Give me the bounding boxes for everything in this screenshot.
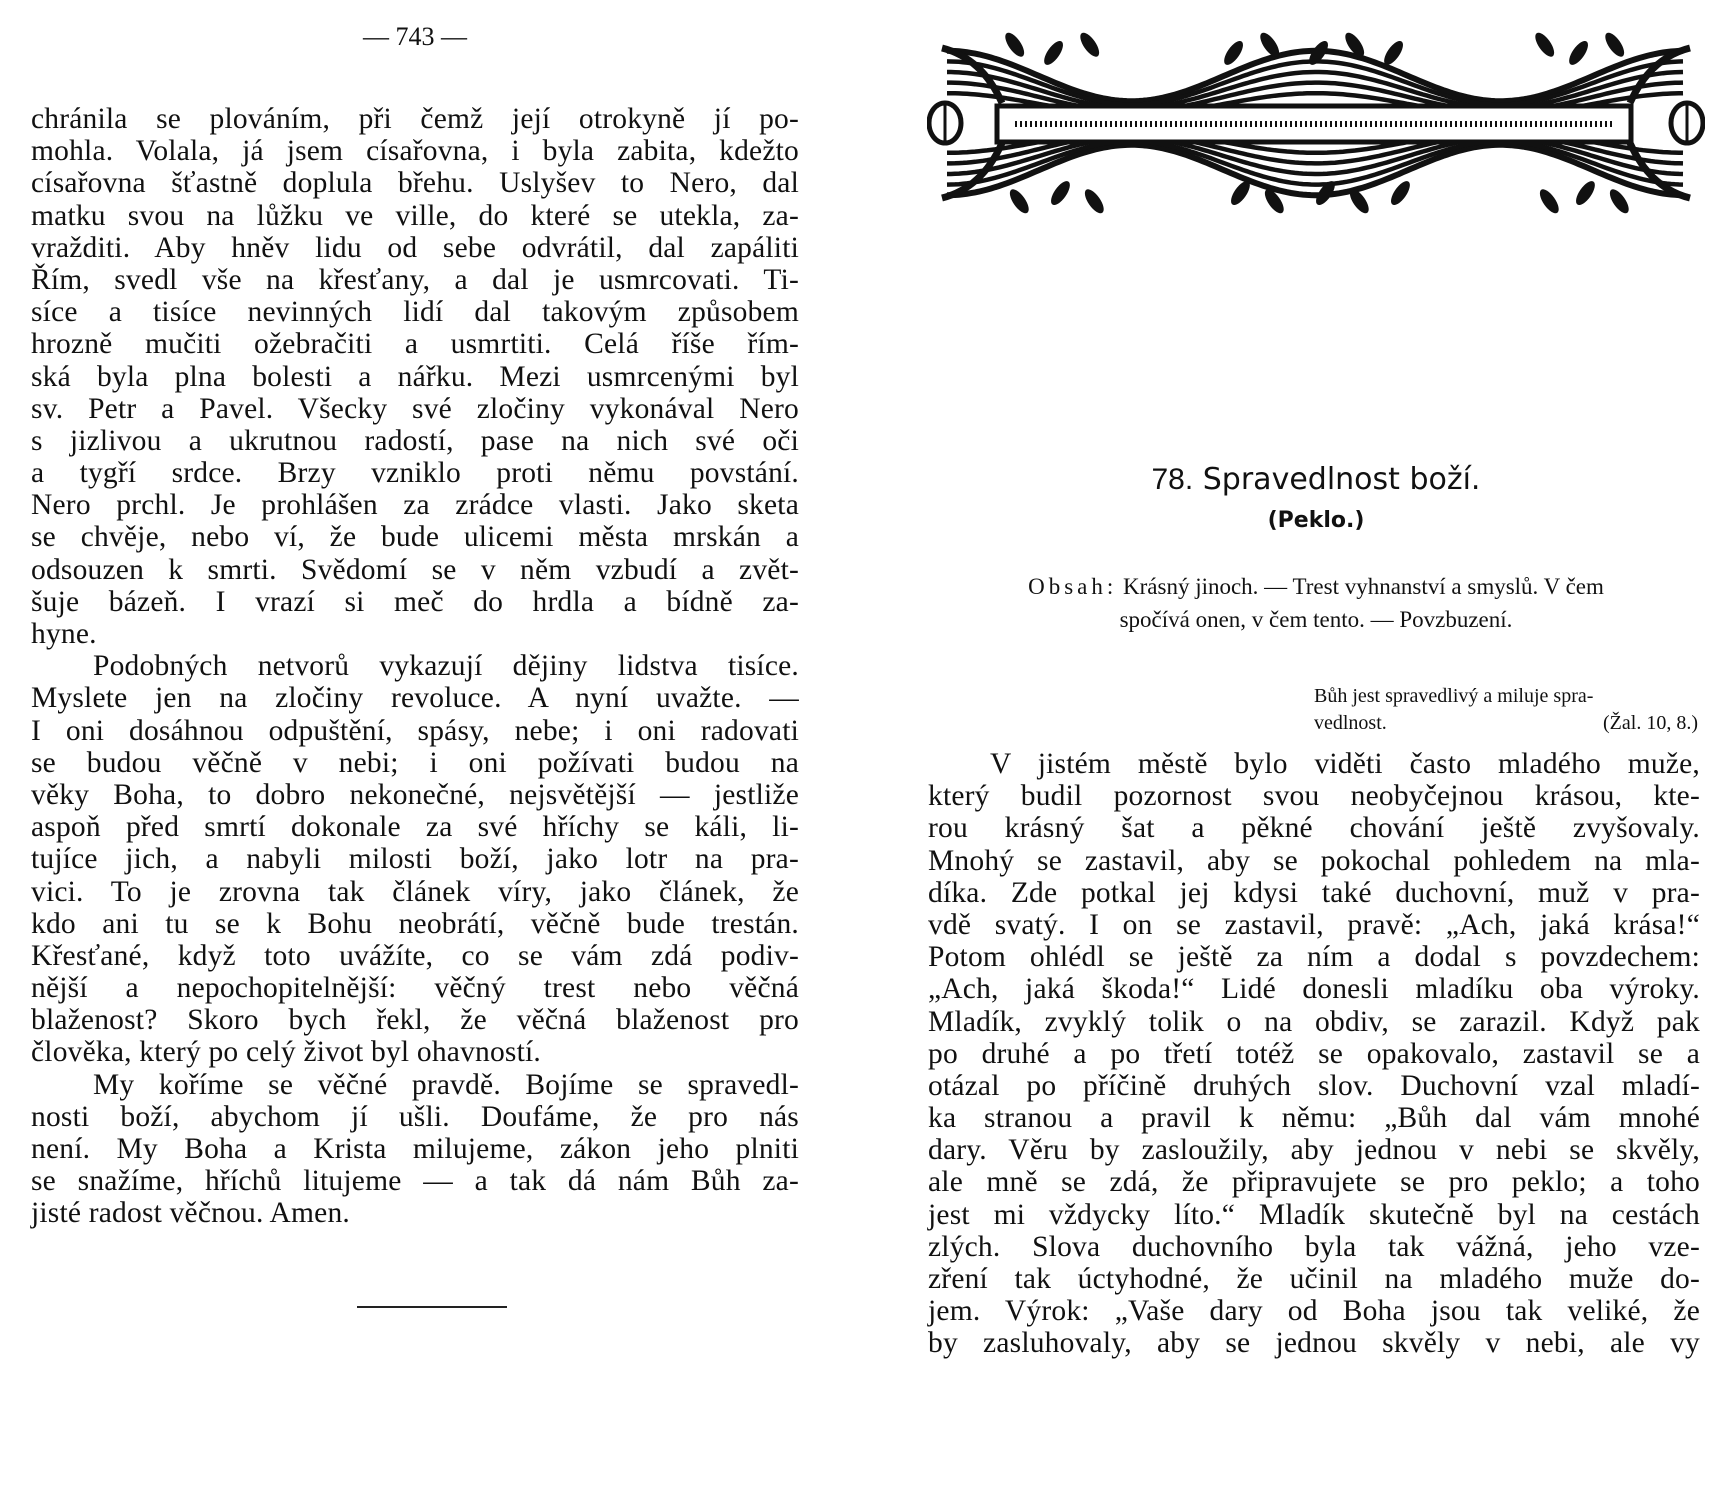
text-line: blaženost? Skoro bych řekl, že věčná blaženost pro — [31, 1004, 799, 1037]
text-line: díka. Zde potkal jej kdysi také duchovní, muž v pra- — [928, 876, 1700, 909]
text-line: jisté radost věčnou. Amen. — [31, 1197, 350, 1230]
epigraph-line-2: vedlnost. — [1314, 712, 1387, 734]
text-line: nější a nepochopitelnější: věčný trest nebo věčná — [31, 972, 799, 1005]
epigraph — [1314, 683, 1706, 737]
text-line: Mladík, zvyklý tolik o na obdiv, se zarazil. Když pak — [928, 1005, 1700, 1038]
text-line: věky Boha, to dobro nekonečné, nejsvětější — jestliže — [31, 778, 799, 811]
text-line: jem. Výrok: „Vaše dary od Boha jsou tak veliké, že — [928, 1295, 1700, 1328]
right-page-text — [928, 748, 1700, 1360]
chapter-heading — [930, 462, 1702, 497]
page-number: — 743 — — [363, 22, 467, 51]
text-line: člověka, který po celý život byl ohavností. — [31, 1036, 541, 1069]
chapter-number: 78. — [1151, 463, 1194, 496]
text-line: šuje bázeň. I vrazí si meč do hrdla a bídně za- — [31, 585, 799, 618]
text-line: vražditi. Aby hněv lidu od sebe odvrátil, dal zapáliti — [31, 231, 799, 264]
text-line: aspoň před smrtí dokonale za své hříchy se káli, li- — [31, 811, 799, 844]
ornament-part — [1002, 30, 1028, 60]
ornament-part — [1041, 38, 1067, 68]
text-line: rou krásný šat a pěkné chování ještě zvyšovaly. — [928, 812, 1700, 845]
text-line: Řím, svedl vše na křesťany, a dal je usmrcovati. Ti- — [31, 263, 799, 296]
text-line: My koříme se věčné pravdě. Bojíme se spravedl- — [93, 1068, 799, 1101]
text-line: zření tak úctyhodné, že učinil na mladého muže do- — [928, 1263, 1700, 1295]
ornament-part — [1077, 30, 1103, 60]
text-line: se chvěje, nebo ví, že bude ulicemi města mrskán a — [31, 521, 799, 554]
text-line: vdě svatý. I on se zastavil, pravě: „Ach, jaká krása!“ — [928, 908, 1700, 941]
text-line: Křesťané, když toto uvážíte, co se vám zdá podiv- — [31, 939, 799, 972]
text-line: nosti boží, abychom jí ušli. Doufáme, že pro nás — [31, 1100, 799, 1133]
summary-line-2: spočívá onen, v čem tento. — Povzbuzení. — [1119, 607, 1513, 632]
text-line: I oni dosáhnou odpuštění, spásy, nebe; i oni radovati — [31, 714, 799, 747]
end-rule — [357, 1306, 507, 1308]
text-line: ka stranou a pravil k němu: „Bůh dal vám mnohé — [928, 1102, 1700, 1135]
left-page-text — [31, 103, 799, 1230]
text-line: otázal po příčině druhých slov. Duchovní vzal mladí- — [928, 1069, 1700, 1102]
ornament-part — [1532, 30, 1558, 60]
text-line: mohla. Volala, já jsem císařovna, i byla zabita, kdežto — [31, 135, 799, 168]
text-line: V jistém městě bylo viděti často mladého muže, — [990, 748, 1700, 780]
text-line: „Ach, jaká škoda!“ Lidé donesli mladíku oba výroky. — [928, 973, 1700, 1006]
text-line: není. My Boha a Krista milujeme, zákon jeho plniti — [31, 1133, 799, 1165]
text-line: kdo ani tu se k Bohu neobrátí, věčně bude trestán. — [31, 907, 799, 940]
ornament-part — [1006, 186, 1032, 216]
text-line: se snažíme, hříchů litujeme — a tak dá nám Bůh za- — [31, 1165, 799, 1198]
text-line: hrozně mučiti ožebračiti a usmrtiti. Celá říše řím- — [31, 328, 799, 361]
text-line: Myslete jen na zločiny revoluce. A nyní uvažte. — — [31, 682, 799, 715]
text-line: by zasluhovaly, aby se jednou skvěly v nebi, ale vy — [928, 1327, 1700, 1360]
ornamental-header-icon — [927, 28, 1705, 218]
chapter-summary — [928, 570, 1704, 636]
ornament-part — [1081, 186, 1107, 216]
text-line: a tygří srdce. Brzy vzniklo proti němu povstání. — [31, 457, 799, 490]
text-line: s jizlivou a ukrutnou radostí, pase na nich své oči — [31, 424, 799, 457]
text-line: Mnohý se zastavil, aby se pokochal pohledem na mla- — [928, 844, 1700, 877]
ornament-part — [1047, 178, 1073, 208]
text-line: ská byla plna bolesti a nářku. Mezi usmrcenými byl — [31, 360, 799, 393]
text-line: Podobných netvorů vykazují dějiny lidstva tisíce. — [93, 650, 799, 683]
ornament-part — [1602, 30, 1628, 60]
ornament-part — [1566, 38, 1592, 68]
text-line: dary. Věru by zasloužily, aby jednou v nebi se skvěly, — [928, 1134, 1700, 1167]
epigraph-line-1: Bůh jest spravedlivý a miluje spra- — [1314, 685, 1594, 707]
ornament-part — [1572, 178, 1598, 208]
text-line: se budou věčně v nebi; i oni požívati budou na — [31, 746, 799, 779]
text-line: Nero prchl. Je prohlášen za zrádce vlasti. Jako sketa — [31, 489, 799, 522]
text-line: sv. Petr a Pavel. Všecky své zločiny vykonával Nero — [31, 392, 799, 425]
text-line: ale mně se zdá, že připravujete se pro peklo; a toho — [928, 1166, 1700, 1199]
text-line: Potom ohlédl se ještě za ním a dodal s povzdechem: — [928, 941, 1700, 974]
text-line: císařovna šťastně doplula břehu. Uslyšev to Nero, dal — [31, 167, 799, 200]
summary-label: Obsah: — [1028, 574, 1118, 599]
text-line: matku svou na lůžku ve ville, do které se utekla, za- — [31, 199, 799, 232]
text-line: síce a tisíce nevinných lidí dal takovým způsobem — [31, 296, 799, 329]
text-line: zlých. Slova duchovního byla tak vážná, jeho vze- — [928, 1230, 1700, 1263]
text-line: hyne. — [31, 618, 97, 650]
text-line: po druhé a po třetí totéž se opakovalo, zastavil se a — [928, 1037, 1700, 1070]
summary-line-1: Krásný jinoch. — Trest vyhnanství a smyslů. V čem — [1123, 574, 1604, 599]
epigraph-reference: (Žal. 10, 8.) — [1603, 712, 1698, 734]
text-line: který budil pozornost svou neobyčejnou krásou, kte- — [928, 780, 1700, 813]
text-line: tujíce jich, a nabyli milosti boží, jako lotr na pra- — [31, 843, 799, 876]
ornament-part — [1606, 186, 1632, 216]
text-line: vici. To je zrovna tak článek víry, jako článek, že — [31, 875, 799, 908]
text-line: chránila se plováním, při čemž její otrokyně jí po- — [31, 103, 799, 135]
text-line: odsouzen k smrti. Svědomí se v něm vzbudí a zvět- — [31, 553, 799, 586]
chapter-title: Spravedlnost boží. — [1202, 462, 1481, 497]
text-line: jest mi vždycky líto.“ Mladík skutečně byl na cestách — [928, 1198, 1700, 1231]
ornament-part — [1387, 178, 1413, 208]
chapter-subtitle: (Peklo.) — [1267, 508, 1365, 533]
ornament-part — [1536, 186, 1562, 216]
ornament-part — [1221, 38, 1247, 68]
